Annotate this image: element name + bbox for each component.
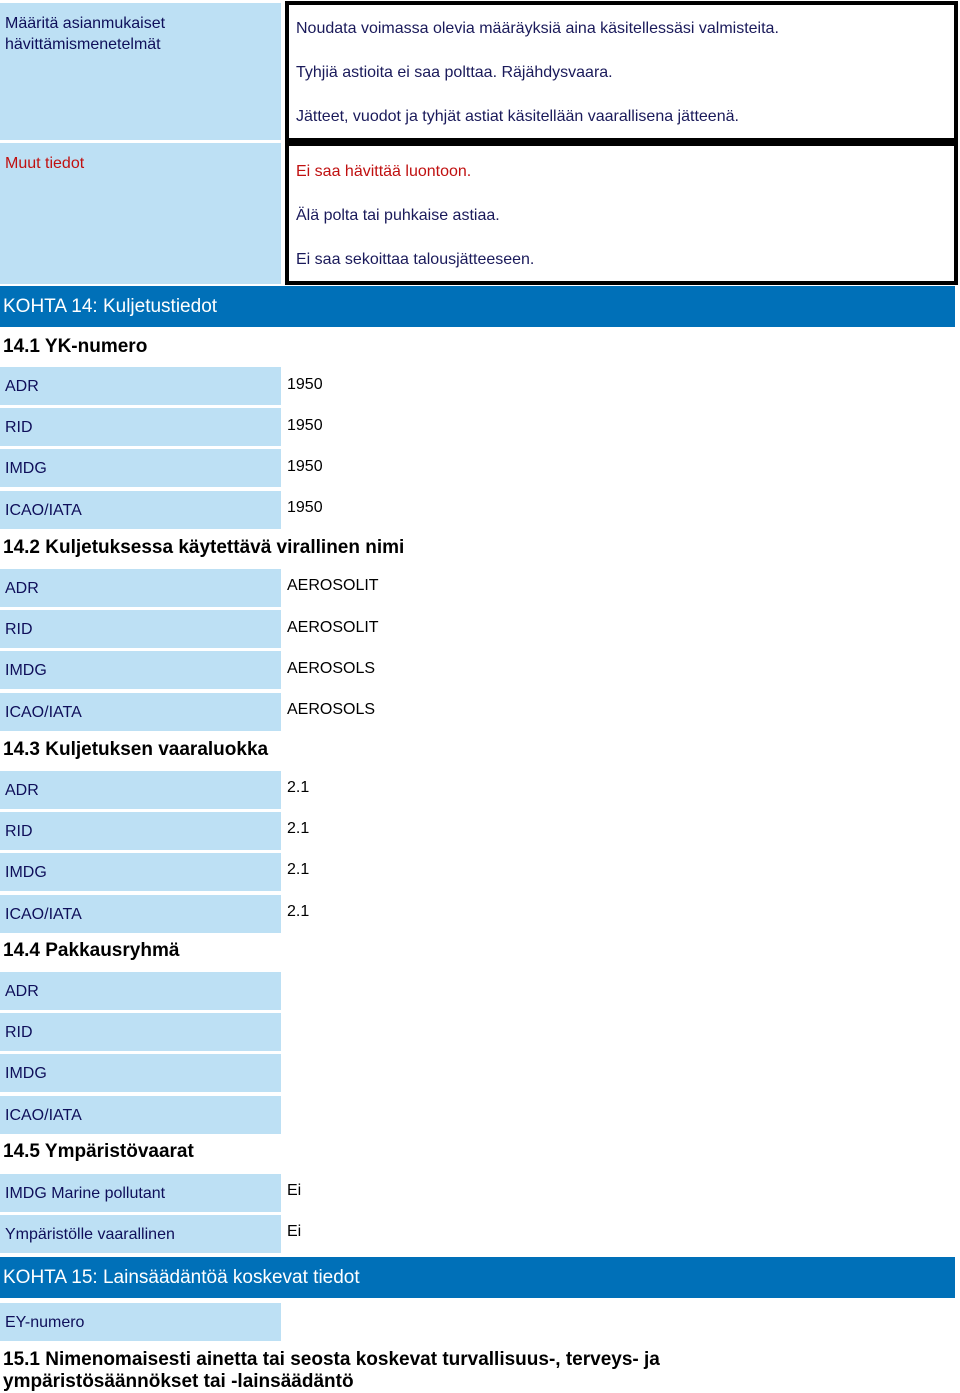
section-14-bar — [0, 286, 955, 327]
row-label-cell — [0, 651, 281, 689]
row-label: ICAO/IATA — [5, 1107, 82, 1124]
ec-number-label-cell — [0, 1303, 281, 1341]
row-label-cell — [0, 367, 281, 405]
disposal-line-3: Jätteet, vuodot ja tyhjät astiat käsitellään vaarallisena jätteenä. — [296, 108, 739, 125]
row-value: 1950 — [287, 417, 323, 434]
section-14-title: KOHTA 14: Kuljetustiedot — [3, 296, 218, 317]
other-info-label-cell — [0, 143, 281, 284]
disposal-methods-box — [285, 1, 958, 142]
subsection-14-5-heading: 14.5 Ympäristövaarat — [3, 1141, 194, 1162]
row-value: Ei — [287, 1223, 302, 1240]
other-line-2: Älä polta tai puhkaise astiaa. — [296, 207, 500, 224]
row-value: 2.1 — [287, 779, 310, 796]
row-label-cell — [0, 771, 281, 809]
disposal-methods-label: Määritä asianmukaiset hävittämismenetelmät — [5, 15, 166, 53]
row-label-cell — [0, 1215, 281, 1253]
row-label-cell — [0, 693, 281, 731]
row-value: AEROSOLIT — [287, 577, 379, 594]
row-value: 1950 — [287, 376, 323, 393]
row-label: ICAO/IATA — [5, 502, 82, 519]
row-value: 2.1 — [287, 903, 310, 920]
row-label-cell — [0, 1054, 281, 1092]
section-15-title: KOHTA 15: Lainsäädäntöä koskevat tiedot — [3, 1267, 360, 1288]
row-label-cell — [0, 1013, 281, 1051]
disposal-line-2: Tyhjiä astioita ei saa polttaa. Räjähdysvaara. — [296, 64, 613, 81]
row-value: AEROSOLIT — [287, 619, 379, 636]
row-label-cell — [0, 895, 281, 933]
row-label-cell — [0, 491, 281, 529]
row-label-cell — [0, 1096, 281, 1134]
subsection-15-1-heading-line-2: ympäristösäännökset tai -lainsäädäntö — [3, 1371, 354, 1392]
other-line-1: Ei saa hävittää luontoon. — [296, 163, 472, 180]
row-label: IMDG — [5, 662, 47, 679]
ec-number-label: EY-numero — [5, 1314, 85, 1331]
row-label: IMDG — [5, 864, 47, 881]
other-line-3: Ei saa sekoittaa talousjätteeseen. — [296, 251, 535, 268]
subsection-14-1-heading: 14.1 YK-numero — [3, 336, 148, 357]
subsection-15-1-heading-line-1: 15.1 Nimenomaisesti ainetta tai seosta koskevat turvallisuus-, terveys- ja — [3, 1349, 660, 1370]
row-value: Ei — [287, 1182, 302, 1199]
row-label-cell — [0, 812, 281, 850]
row-label: Ympäristölle vaarallinen — [5, 1226, 175, 1243]
section-15-bar — [0, 1257, 955, 1298]
row-label: RID — [5, 419, 33, 436]
other-info-box — [285, 142, 958, 285]
other-info-label: Muut tiedot — [5, 155, 85, 172]
row-label-cell — [0, 610, 281, 648]
subsection-14-2-heading: 14.2 Kuljetuksessa käytettävä virallinen nimi — [3, 537, 405, 558]
row-value: 1950 — [287, 499, 323, 516]
row-label: IMDG Marine pollutant — [5, 1185, 166, 1202]
row-label-cell — [0, 972, 281, 1010]
row-label: IMDG — [5, 1065, 47, 1082]
disposal-line-1: Noudata voimassa olevia määräyksiä aina käsitellessäsi valmisteita. — [296, 20, 779, 37]
row-label: ADR — [5, 378, 39, 395]
row-value: AEROSOLS — [287, 660, 376, 677]
row-label: IMDG — [5, 460, 47, 477]
row-value: AEROSOLS — [287, 701, 376, 718]
row-value: 2.1 — [287, 861, 310, 878]
subsection-14-3-heading: 14.3 Kuljetuksen vaaraluokka — [3, 739, 269, 760]
row-label: ICAO/IATA — [5, 704, 82, 721]
row-label: ADR — [5, 782, 39, 799]
row-label-cell — [0, 569, 281, 607]
row-label-cell — [0, 853, 281, 891]
row-label: RID — [5, 621, 33, 638]
row-label: ADR — [5, 983, 39, 1000]
disposal-methods-label-cell — [0, 3, 281, 140]
row-label: RID — [5, 823, 33, 840]
row-label: ICAO/IATA — [5, 906, 82, 923]
row-label: RID — [5, 1024, 33, 1041]
row-value: 2.1 — [287, 820, 310, 837]
row-label-cell — [0, 1174, 281, 1212]
row-label: ADR — [5, 580, 39, 597]
row-label-cell — [0, 449, 281, 487]
row-value: 1950 — [287, 458, 323, 475]
subsection-14-4-heading: 14.4 Pakkausryhmä — [3, 940, 180, 961]
row-label-cell — [0, 408, 281, 446]
